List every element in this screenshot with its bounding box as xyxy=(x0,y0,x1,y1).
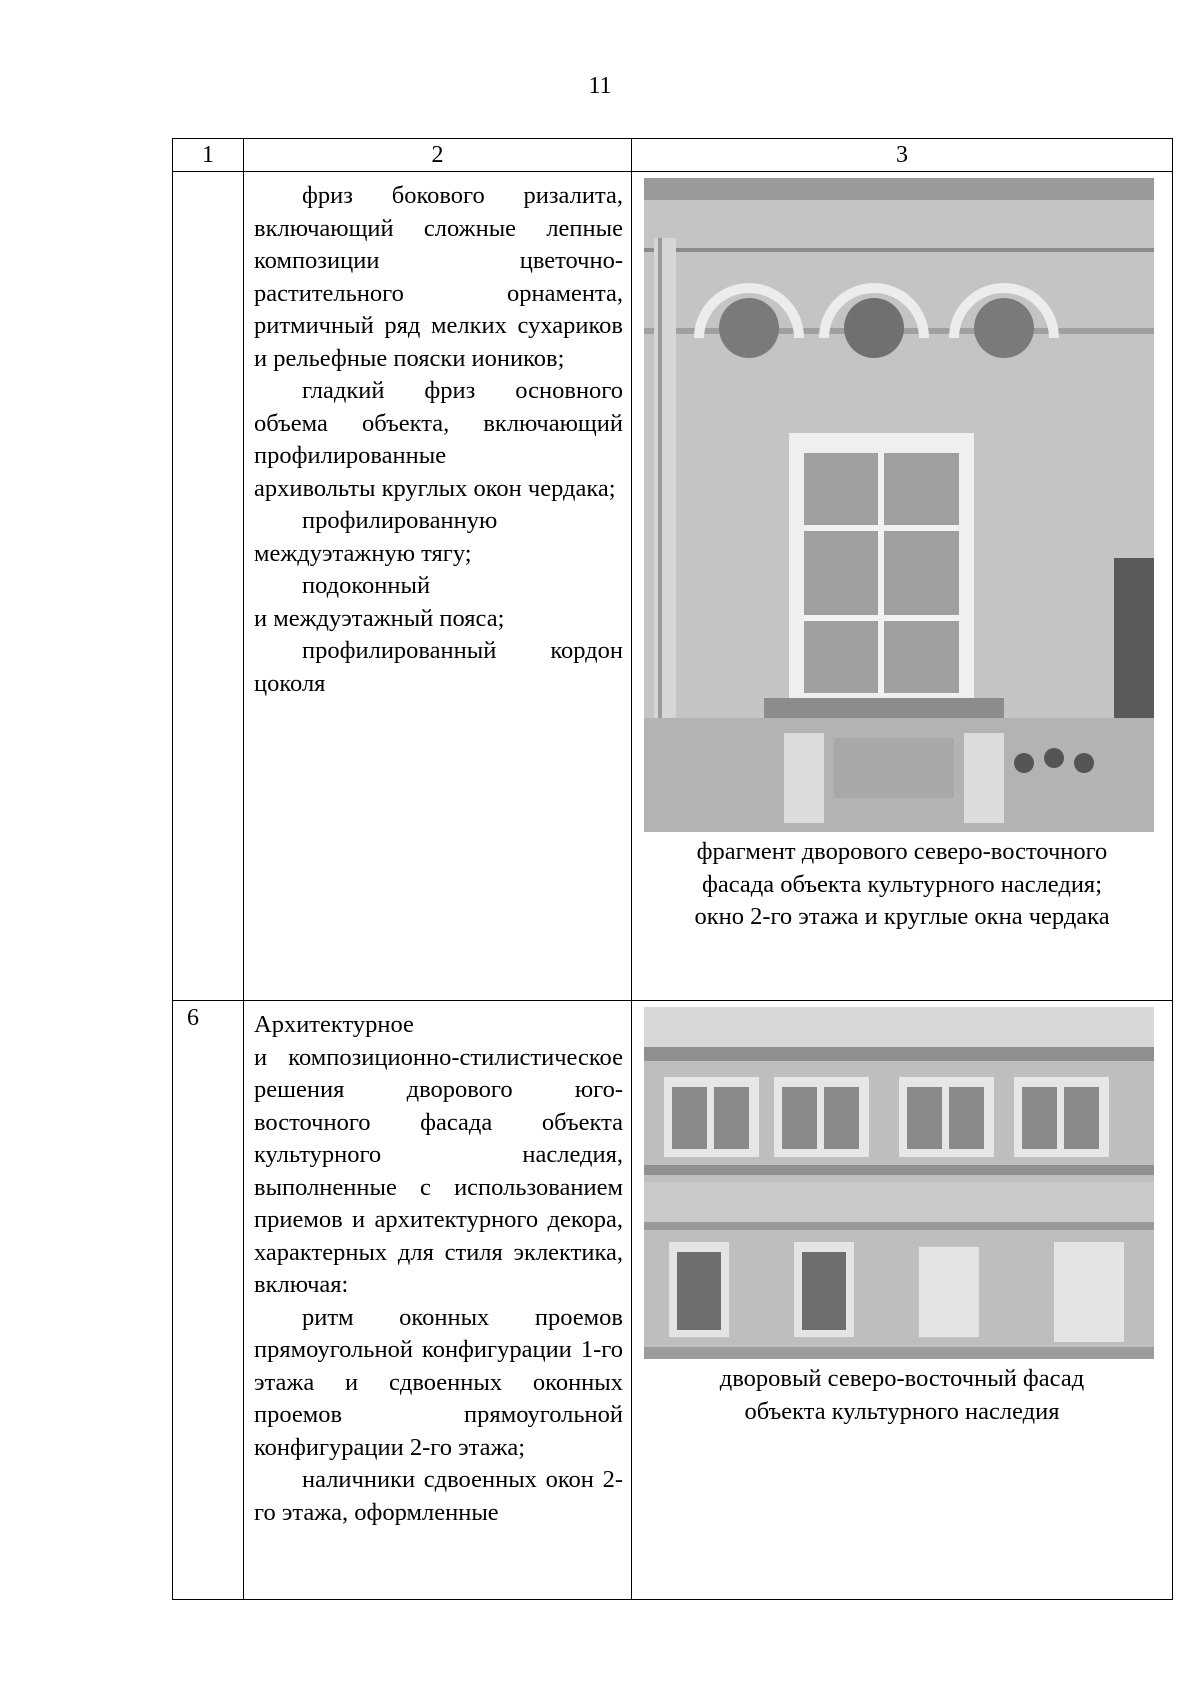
photo-caption xyxy=(640,836,1164,934)
row-number xyxy=(173,172,244,1001)
row-photo-cell xyxy=(632,1001,1173,1600)
courtyard-facade-photo xyxy=(644,1007,1154,1359)
column-header-1: 1 xyxy=(173,139,244,172)
column-header-2: 2 xyxy=(244,139,632,172)
table-header-row xyxy=(173,139,1173,172)
description-paragraph: архивольты круглых окон чердака; xyxy=(254,474,616,502)
column-header-3: 3 xyxy=(632,139,1173,172)
heritage-table xyxy=(172,138,1173,1600)
description-paragraph: Архитектурное xyxy=(254,1011,414,1038)
description-paragraph: и междуэтажный пояса; xyxy=(254,604,505,632)
facade-fragment-photo xyxy=(644,178,1154,832)
row-description xyxy=(244,172,632,1001)
description-paragraph: ритм оконных проемов прямоугольной конфигурации 1-го этажа и сдвоенных оконных проемов прямоугольной конфигурации 2-го этажа; xyxy=(254,1303,623,1461)
table-row xyxy=(173,172,1173,1001)
caption-line: фасада объекта культурного наследия; xyxy=(701,870,1103,898)
caption-line: окно 2-го этажа и круглые окна чердака xyxy=(694,903,1110,930)
table-row xyxy=(173,1001,1173,1600)
description-paragraph: фриз бокового ризалита, включающий сложные лепные композиции цветочно-растительного орнамента, ритмичный ряд мелких сухариков и рельефные пояски иоников; xyxy=(254,182,623,372)
row-number: 6 xyxy=(173,1001,244,1600)
description-paragraph: наличники сдвоенных окон 2-го этажа, оформленные xyxy=(254,1466,623,1526)
description-paragraph: профилированную междуэтажную тягу; xyxy=(254,507,498,567)
description-paragraph: и композиционно-стилистическое решения дворового юго-восточного фасада объекта культурного наследия, выполненные с использованием приемов и архитектурного декора, характерных для стиля эклектика, включая: xyxy=(254,1043,623,1298)
row-photo-cell xyxy=(632,172,1173,1001)
caption-line: фрагмент дворового северо-восточного xyxy=(696,838,1108,865)
caption-line: дворовый северо-восточный фасад xyxy=(719,1365,1085,1392)
row-description xyxy=(244,1001,632,1600)
page-number: 11 xyxy=(588,73,612,99)
description-paragraph: гладкий фриз основного объема объекта, включающий профилированные xyxy=(254,377,623,469)
photo-caption xyxy=(640,1363,1164,1428)
caption-line: объекта культурного наследия xyxy=(744,1397,1060,1425)
description-paragraph: подоконный xyxy=(302,572,431,599)
description-paragraph: профилированный кордон цоколя xyxy=(254,637,623,697)
